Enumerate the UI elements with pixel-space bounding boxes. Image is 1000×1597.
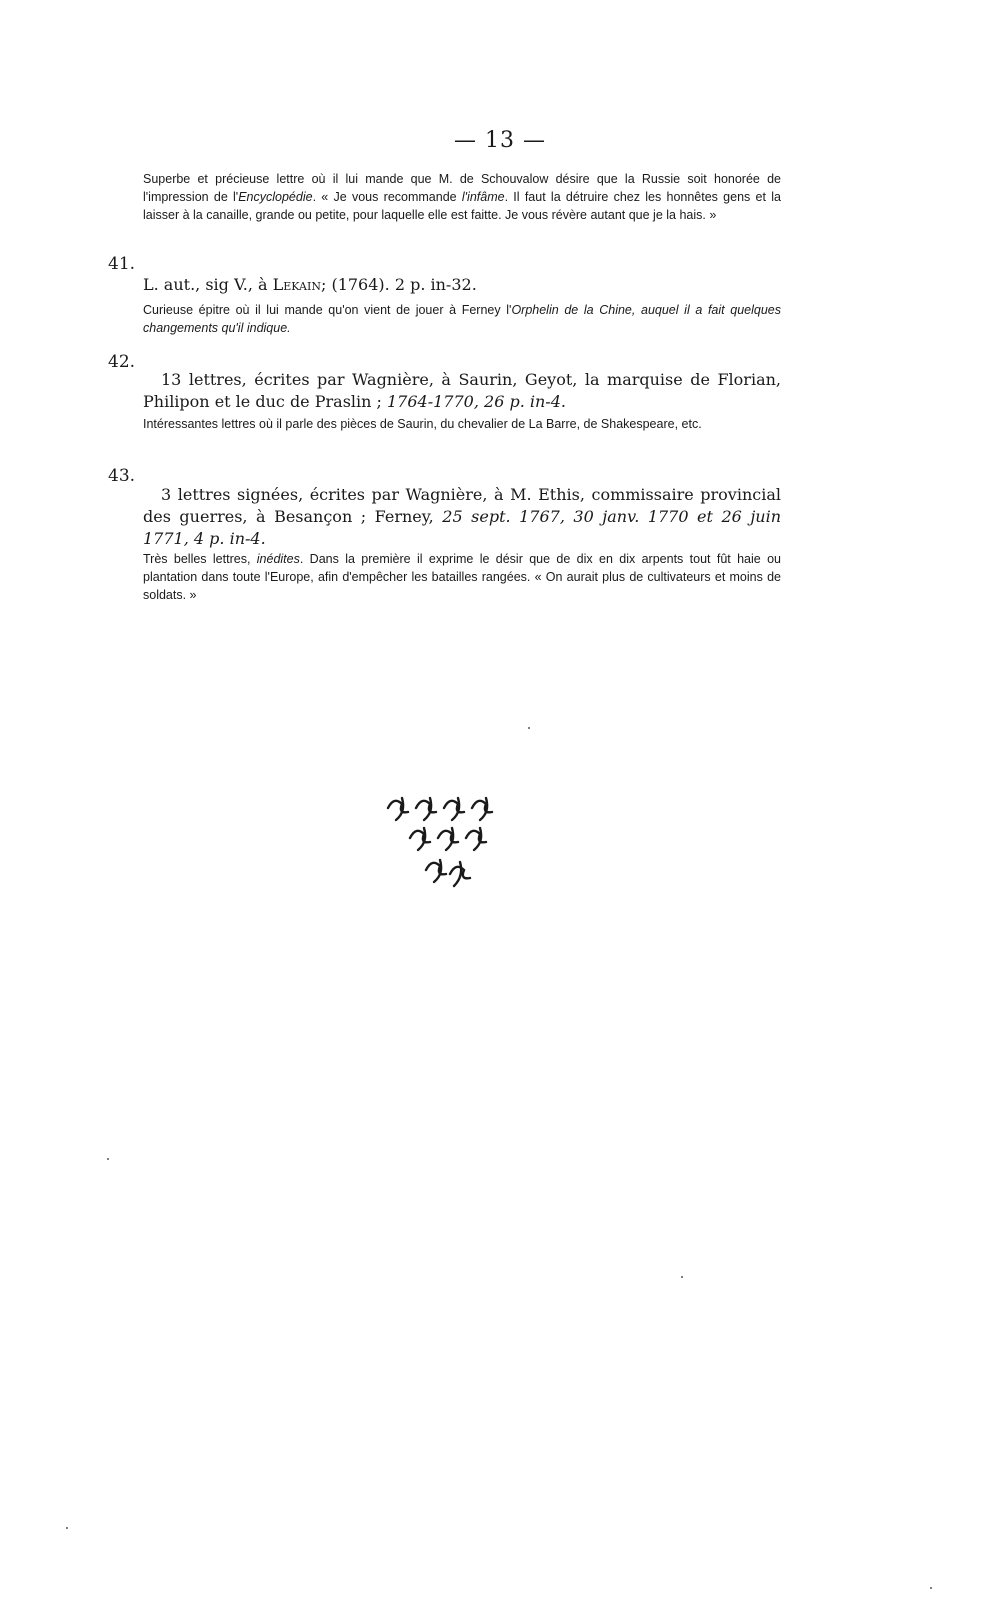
lot-42-description (143, 415, 781, 433)
scan-speck (681, 1276, 683, 1278)
lot-41-desc-1: Curieuse épitre où il lui mande qu'on vient de jouer à Ferney l' (143, 303, 512, 317)
scan-speck (528, 727, 530, 729)
lot-42-title-1: 13 lettres, écrites par Wagnière, à Saurin, Geyot, la marquise de Florian, Philipon et le duc de Praslin ; (143, 370, 781, 411)
lot-43-description (143, 550, 781, 604)
fleuron-row-1 (388, 798, 492, 820)
lot-43-desc-italic: inédites (256, 552, 300, 566)
intro-text-3: . Il faut la détruire chez les honnêtes gens et la laisser à la canaille, grande ou petite, pour laquelle elle est faitte. Je vous révère autant que je la hais. » (143, 190, 781, 222)
lot-43-desc-1: Très belles lettres, (143, 552, 257, 566)
lot-43-title-italic: 25 sept. 1767, 30 janv. 1770 et 26 juin 1771, 4 p. in-4. (143, 507, 781, 548)
lot-41-title-name: Lekain (272, 275, 321, 294)
intro-text-1: Superbe et précieuse lettre où il lui mande que M. de Schouvalow désire que la Russie soit honorée de l'impression de l' (143, 172, 781, 204)
lot-43-number: 43. (108, 466, 136, 486)
lot-43-title (143, 484, 781, 550)
lot-42-desc: Intéressantes lettres où il parle des pièces de Saurin, du chevalier de La Barre, de Shakespeare, etc. (143, 417, 702, 431)
intro-italic-2: l'infâme (461, 190, 505, 204)
lot-41-title-1: L. aut., sig V., à (143, 275, 273, 294)
lot-42-title-italic: 1764-1770, 26 p. in-4. (387, 392, 566, 411)
lot-41-desc-2: , auquel il a fait quelques changements qu'il indique. (143, 303, 782, 335)
page-number: — 13 — (454, 128, 546, 153)
lot-43-desc-2: . Dans la première il exprime le désir que de dix en dix arpents tout fût haie ou plantation dans toute l'Europe, afin d'empêcher les batailles rangées. « On aurait plus de cultivateurs et moins de soldats. » (143, 552, 781, 602)
lot-41-description (143, 301, 781, 337)
fleuron-ornament-icon (380, 790, 510, 900)
lot-41-title-2: ; (1764). 2 p. in-32. (320, 275, 477, 294)
lot-42-number: 42. (108, 352, 136, 372)
lot-41-title (143, 274, 781, 296)
lot-42-title (143, 369, 781, 413)
lot-41-desc-italic: Orphelin de la Chine (511, 303, 632, 317)
lot-43-title-1: 3 lettres signées, écrites par Wagnière, à M. Ethis, commissaire provincial des guerres, à Besançon ; Ferney, (143, 485, 781, 526)
intro-italic-1: Encyclopédie (238, 190, 313, 204)
fleuron-row-3 (426, 860, 470, 886)
scan-speck (66, 1527, 68, 1529)
scan-speck (107, 1158, 109, 1160)
lot-41-number: 41. (108, 254, 136, 274)
fleuron-row-2 (410, 828, 486, 850)
scan-speck (930, 1587, 932, 1589)
intro-text-2: . « Je vous recommande (312, 190, 462, 204)
intro-paragraph (143, 170, 781, 224)
